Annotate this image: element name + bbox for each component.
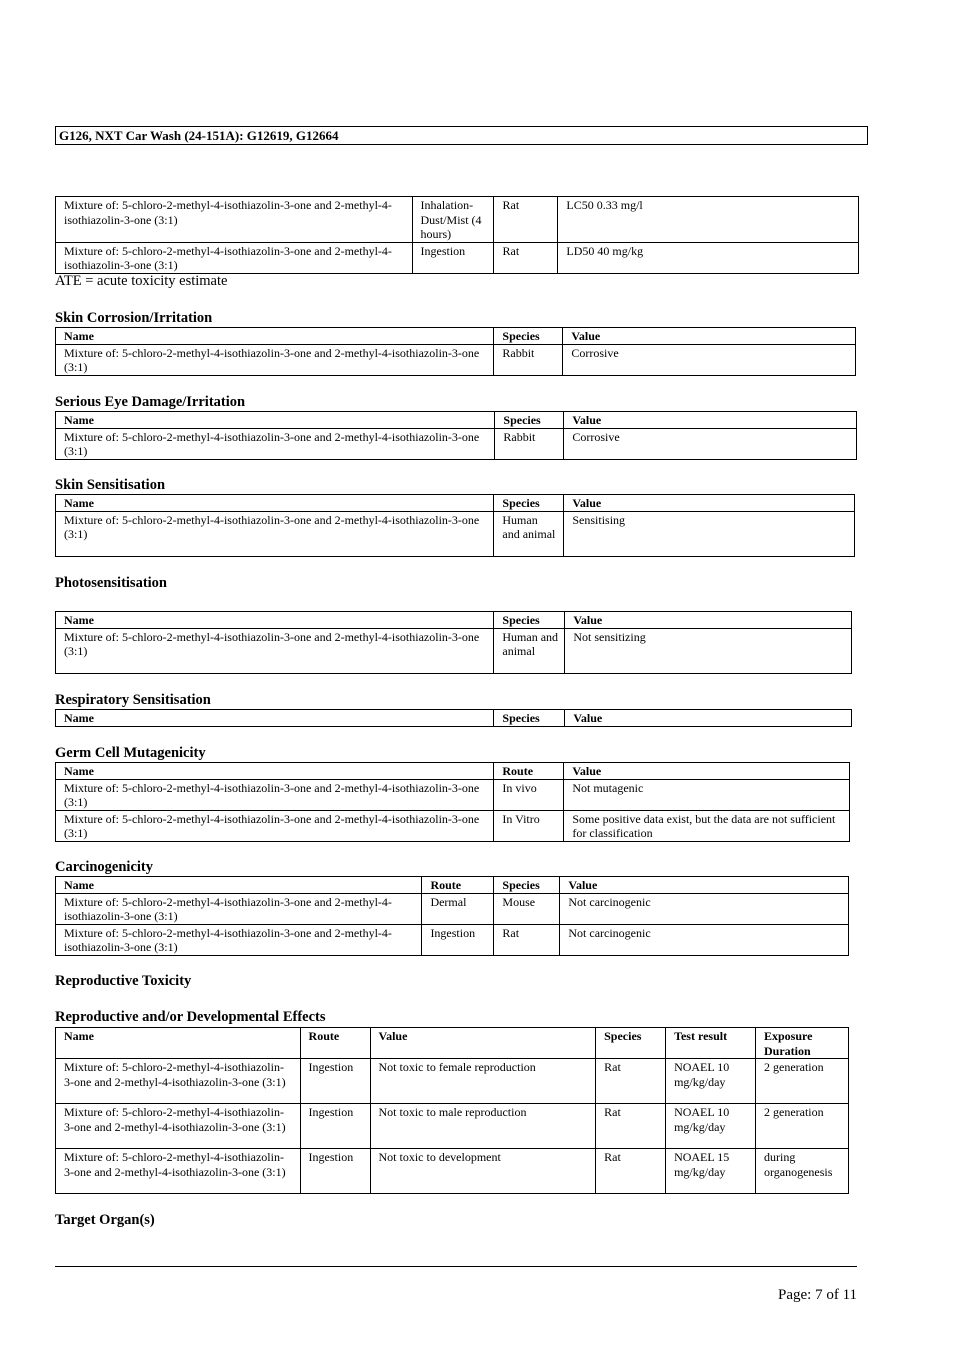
table-header-row — [56, 495, 855, 512]
photosensitisation-heading: Photosensitisation — [55, 575, 167, 591]
value-cell: Not carcinogenic — [560, 893, 849, 924]
germ-cell-table — [55, 762, 850, 842]
table-header-row — [56, 612, 852, 629]
col-header: Name — [56, 763, 494, 780]
name-cell: Mixture of: 5-chloro-2-methyl-4-isothiazolin-3-one and 2-methyl-4-isothiazolin-3-one (3:1) — [56, 197, 413, 243]
germ-cell-heading: Germ Cell Mutagenicity — [55, 745, 206, 761]
value-cell: Not toxic to male reproduction — [370, 1104, 596, 1149]
value-cell: Not sensitizing — [565, 628, 852, 673]
species-cell: Rabbit — [494, 344, 563, 375]
value-cell: LC50 0.33 mg/l — [558, 197, 859, 243]
reproductive-effects-heading: Reproductive and/or Developmental Effects — [55, 1009, 326, 1025]
col-header: Name — [56, 710, 494, 727]
table-header-row — [56, 877, 849, 894]
skin-corrosion-table — [55, 327, 856, 376]
table-header-row — [56, 763, 850, 780]
col-header: Value — [560, 877, 849, 894]
col-header: Value — [564, 763, 850, 780]
col-header: Name — [56, 612, 494, 629]
route-cell: Inhalation-Dust/Mist (4 hours) — [412, 197, 494, 243]
name-cell: Mixture of: 5-chloro-2-methyl-4-isothiazolin-3-one and 2-methyl-4-isothiazolin-3-one (3:1) — [56, 893, 422, 924]
reproductive-effects-table — [55, 1027, 849, 1194]
col-header: Value — [370, 1028, 596, 1059]
acute-toxicity-table — [55, 196, 859, 274]
col-header: Test result — [666, 1028, 756, 1059]
table-row — [56, 810, 850, 841]
eye-damage-table — [55, 411, 857, 460]
name-cell: Mixture of: 5-chloro-2-methyl-4-isothiazolin-3-one and 2-methyl-4-isothiazolin-3-one (3:1) — [56, 344, 494, 375]
value-cell: Corrosive — [563, 344, 856, 375]
table-row — [56, 1059, 849, 1104]
respiratory-sensitisation-heading: Respiratory Sensitisation — [55, 692, 211, 708]
table-row — [56, 197, 859, 243]
table-row — [56, 344, 856, 375]
name-cell: Mixture of: 5-chloro-2-methyl-4-isothiazolin-3-one and 2-methyl-4-isothiazolin-3-one (3:1) — [56, 1149, 301, 1194]
value-cell: Sensitising — [564, 511, 855, 556]
col-header: Species — [596, 1028, 666, 1059]
name-cell: Mixture of: 5-chloro-2-methyl-4-isothiazolin-3-one and 2-methyl-4-isothiazolin-3-one (3:1) — [56, 428, 495, 459]
table-row — [56, 628, 852, 673]
name-cell: Mixture of: 5-chloro-2-methyl-4-isothiazolin-3-one and 2-methyl-4-isothiazolin-3-one (3:1) — [56, 242, 413, 273]
col-header: Species — [494, 612, 565, 629]
value-cell: Not toxic to development — [370, 1149, 596, 1194]
value-cell: Corrosive — [564, 428, 857, 459]
document-header: G126, NXT Car Wash (24-151A): G12619, G12664 — [55, 126, 868, 145]
route-cell: In vivo — [494, 779, 564, 810]
value-cell: LD50 40 mg/kg — [558, 242, 859, 273]
table-header-row — [56, 1028, 849, 1059]
table-row — [56, 511, 855, 556]
col-header: Name — [56, 877, 422, 894]
col-header: Value — [564, 495, 855, 512]
table-row — [56, 779, 850, 810]
route-cell: Ingestion — [412, 242, 494, 273]
species-cell: Rat — [596, 1059, 666, 1104]
table-header-row — [56, 412, 857, 429]
species-cell: Rat — [494, 242, 558, 273]
species-cell: Rat — [596, 1104, 666, 1149]
route-cell: Ingestion — [300, 1059, 370, 1104]
species-cell: Mouse — [494, 893, 560, 924]
col-header: Exposure Duration — [756, 1028, 849, 1059]
target-organ-heading: Target Organ(s) — [55, 1212, 155, 1228]
carcinogenicity-heading: Carcinogenicity — [55, 859, 153, 875]
test-result-cell: NOAEL 10 mg/kg/day — [666, 1059, 756, 1104]
route-cell: Ingestion — [300, 1104, 370, 1149]
table-row — [56, 893, 849, 924]
duration-cell: 2 generation — [756, 1104, 849, 1149]
species-cell: Human and animal — [494, 628, 565, 673]
col-header: Value — [563, 328, 856, 345]
footer-divider — [55, 1266, 857, 1267]
value-cell: Some positive data exist, but the data are not sufficient for classification — [564, 810, 850, 841]
page-number: Page: 7 of 11 — [778, 1287, 858, 1303]
test-result-cell: NOAEL 10 mg/kg/day — [666, 1104, 756, 1149]
col-header: Value — [564, 412, 857, 429]
ate-note: ATE = acute toxicity estimate — [55, 273, 228, 289]
species-cell: Rabbit — [495, 428, 564, 459]
value-cell: Not carcinogenic — [560, 924, 849, 955]
species-cell: Human and animal — [494, 511, 564, 556]
skin-sensitisation-table — [55, 494, 855, 557]
name-cell: Mixture of: 5-chloro-2-methyl-4-isothiazolin-3-one and 2-methyl-4-isothiazolin-3-one (3:1) — [56, 628, 494, 673]
col-header: Species — [494, 495, 564, 512]
route-cell: Ingestion — [300, 1149, 370, 1194]
col-header: Name — [56, 328, 494, 345]
duration-cell: 2 generation — [756, 1059, 849, 1104]
table-row — [56, 1149, 849, 1194]
table-row — [56, 1104, 849, 1149]
species-cell: Rat — [494, 924, 560, 955]
skin-corrosion-heading: Skin Corrosion/Irritation — [55, 310, 213, 326]
col-header: Name — [56, 1028, 301, 1059]
col-header: Species — [494, 877, 560, 894]
col-header: Name — [56, 412, 495, 429]
name-cell: Mixture of: 5-chloro-2-methyl-4-isothiazolin-3-one and 2-methyl-4-isothiazolin-3-one (3:1) — [56, 810, 494, 841]
table-row — [56, 924, 849, 955]
duration-cell: during organogenesis — [756, 1149, 849, 1194]
eye-damage-heading: Serious Eye Damage/Irritation — [55, 394, 246, 410]
name-cell: Mixture of: 5-chloro-2-methyl-4-isothiazolin-3-one and 2-methyl-4-isothiazolin-3-one (3:1) — [56, 924, 422, 955]
table-header-row — [56, 328, 856, 345]
name-cell: Mixture of: 5-chloro-2-methyl-4-isothiazolin-3-one and 2-methyl-4-isothiazolin-3-one (3:1) — [56, 779, 494, 810]
respiratory-sensitisation-table — [55, 709, 852, 727]
col-header: Name — [56, 495, 494, 512]
carcinogenicity-table — [55, 876, 849, 956]
value-cell: Not mutagenic — [564, 779, 850, 810]
name-cell: Mixture of: 5-chloro-2-methyl-4-isothiazolin-3-one and 2-methyl-4-isothiazolin-3-one (3:1) — [56, 1104, 301, 1149]
col-header: Species — [495, 412, 564, 429]
name-cell: Mixture of: 5-chloro-2-methyl-4-isothiazolin-3-one and 2-methyl-4-isothiazolin-3-one (3:1) — [56, 511, 494, 556]
table-row — [56, 242, 859, 273]
species-cell: Rat — [494, 197, 558, 243]
col-header: Route — [300, 1028, 370, 1059]
reproductive-toxicity-heading: Reproductive Toxicity — [55, 973, 192, 989]
table-header-row — [56, 710, 852, 727]
col-header: Route — [494, 763, 564, 780]
species-cell: Rat — [596, 1149, 666, 1194]
col-header: Species — [494, 710, 565, 727]
col-header: Value — [565, 710, 852, 727]
route-cell: In Vitro — [494, 810, 564, 841]
route-cell: Ingestion — [422, 924, 494, 955]
route-cell: Dermal — [422, 893, 494, 924]
photosensitisation-table — [55, 611, 852, 674]
test-result-cell: NOAEL 15 mg/kg/day — [666, 1149, 756, 1194]
name-cell: Mixture of: 5-chloro-2-methyl-4-isothiazolin-3-one and 2-methyl-4-isothiazolin-3-one (3:1) — [56, 1059, 301, 1104]
col-header: Value — [565, 612, 852, 629]
skin-sensitisation-heading: Skin Sensitisation — [55, 477, 166, 493]
value-cell: Not toxic to female reproduction — [370, 1059, 596, 1104]
col-header: Species — [494, 328, 563, 345]
col-header: Route — [422, 877, 494, 894]
table-row — [56, 428, 857, 459]
